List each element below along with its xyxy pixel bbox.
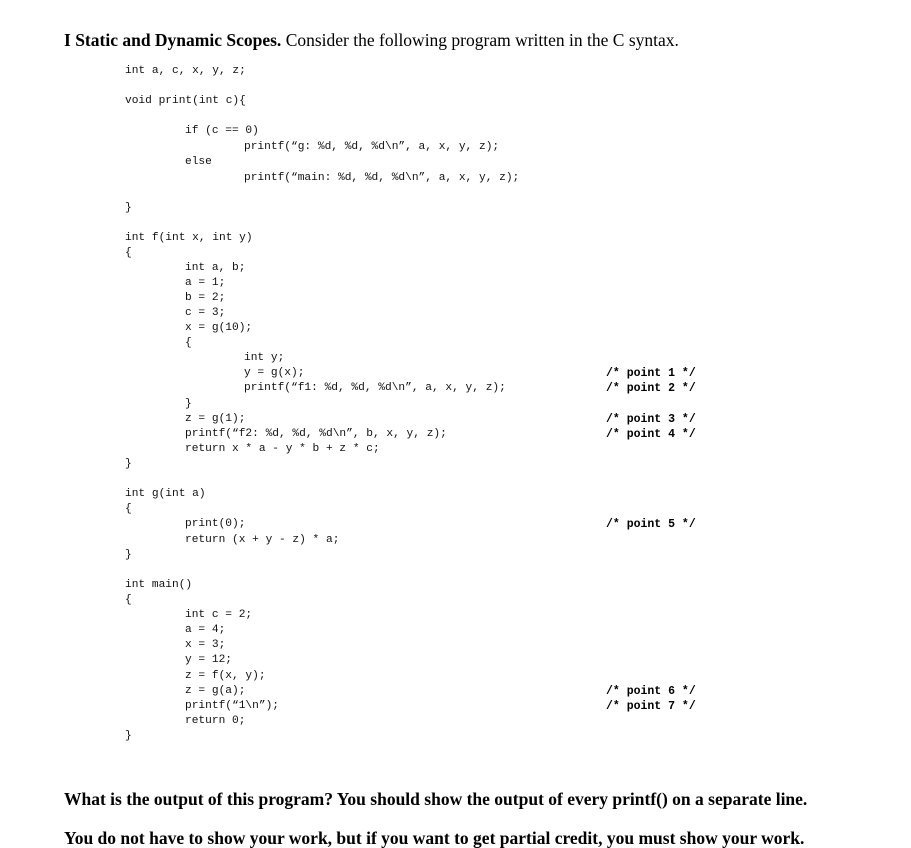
code-line: return x * a - y * b + z * c;: [185, 443, 380, 455]
code-line: }: [185, 398, 192, 410]
question-text: What is the output of this program? You should show the output of every printf() on a separate line.: [64, 789, 808, 809]
code-line: int main(): [125, 579, 193, 591]
section-number: I: [64, 30, 71, 50]
code-line: print(0);: [185, 518, 246, 530]
comment-point-5: /* point 5 */: [606, 518, 696, 531]
code-line: y = g(x);: [244, 367, 305, 379]
code-line: {: [125, 247, 132, 259]
code-line: int g(int a): [125, 488, 206, 500]
code-line: y = 12;: [185, 654, 232, 666]
code-line: {: [125, 594, 132, 606]
comment-point-7: /* point 7 */: [606, 700, 696, 713]
code-line: z = g(1);: [185, 413, 246, 425]
code-line: int a, c, x, y, z;: [125, 65, 246, 77]
section-intro: Consider the following program written in the C syntax.: [285, 30, 679, 50]
code-line: }: [125, 730, 132, 742]
code-line: int a, b;: [185, 262, 246, 274]
code-line: b = 2;: [185, 292, 226, 304]
comment-point-1: /* point 1 */: [606, 367, 696, 380]
comment-point-4: /* point 4 */: [606, 428, 696, 441]
code-line: printf(“f2: %d, %d, %d\n”, b, x, y, z);: [185, 428, 447, 440]
section-title: Static and Dynamic Scopes.: [75, 30, 282, 50]
code-line: int y;: [244, 352, 285, 364]
comment-point-3: /* point 3 */: [606, 413, 696, 426]
code-line: int f(int x, int y): [125, 232, 253, 244]
section-heading: [64, 30, 679, 51]
code-line: if (c == 0): [185, 125, 259, 137]
code-line: z = g(a);: [185, 685, 246, 697]
code-line: }: [125, 458, 132, 470]
code-line: printf(“main: %d, %d, %d\n”, a, x, y, z);: [244, 172, 520, 184]
code-line: a = 4;: [185, 624, 226, 636]
code-line: x = 3;: [185, 639, 226, 651]
code-line: c = 3;: [185, 307, 226, 319]
code-line: x = g(10);: [185, 322, 253, 334]
cutoff-line: You do not have to show your work, but if you want to get partial credit, you must show your work.: [64, 828, 805, 848]
code-line: else: [185, 156, 212, 168]
code-line: a = 1;: [185, 277, 226, 289]
code-line: int c = 2;: [185, 609, 253, 621]
comment-point-2: /* point 2 */: [606, 382, 696, 395]
comment-point-6: /* point 6 */: [606, 685, 696, 698]
code-line: void print(int c){: [125, 95, 246, 107]
code-line: }: [125, 549, 132, 561]
code-line: return 0;: [185, 715, 246, 727]
code-line: printf(“1\n”);: [185, 700, 279, 712]
code-line: }: [125, 202, 132, 214]
code-line: {: [125, 503, 132, 515]
code-line: z = f(x, y);: [185, 670, 266, 682]
code-line: printf(“f1: %d, %d, %d\n”, a, x, y, z);: [244, 382, 506, 394]
code-line: {: [185, 337, 192, 349]
code-line: return (x + y - z) * a;: [185, 534, 340, 546]
code-line: printf(“g: %d, %d, %d\n”, a, x, y, z);: [244, 141, 500, 153]
